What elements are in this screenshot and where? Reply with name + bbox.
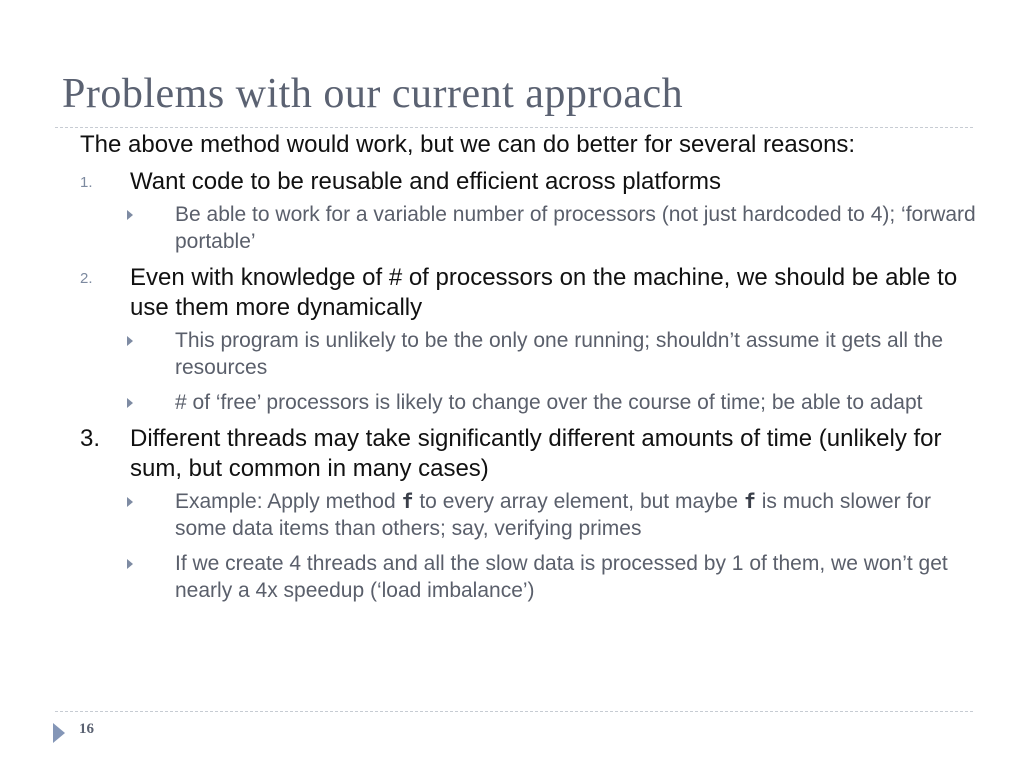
bullet-triangle-icon [127,336,133,346]
list-item-3-text: Different threads may take significantly different amounts of time (unlikely for sum, but common in many cases) [130,425,942,482]
bullet-triangle-icon [127,497,133,507]
bullet-triangle-icon [127,398,133,408]
sub-bullet-1-1 [80,201,980,255]
slide-body [80,130,980,612]
bullet-triangle-icon [127,210,133,220]
bullet-triangle-icon [127,559,133,569]
sub-bullet-text-suffix: is much slower for some data items than others; say, verifying primes [175,490,931,540]
list-item-3 [80,424,980,484]
sub-bullet-2-1 [80,327,980,381]
list-number-3: 3. [80,425,101,452]
title-divider [55,127,973,128]
sub-bullet-text: Be able to work for a variable number of processors (not just hardcoded to 4); ‘forward portable’ [175,203,976,253]
sub-bullet-text: If we create 4 threads and all the slow data is processed by 1 of them, we won’t get nearly a 4x speedup (‘load imbalance’) [175,552,948,602]
intro-text: The above method would work, but we can do better for several reasons: [80,131,856,158]
list-item-2 [80,263,980,323]
list-number-1: 1. [80,174,93,191]
sub-bullet-3-2 [80,550,980,604]
sub-bullet-text-prefix: Example: Apply method [175,490,402,513]
page-number: 16 [79,721,94,737]
code-method-f: f [743,489,756,513]
code-method-f: f [401,489,414,513]
list-item-1 [80,167,980,197]
list-item-1-text: Want code to be reusable and efficient across platforms [130,168,721,195]
slide-title: Problems with our current approach [62,71,684,117]
sub-bullet-3-1 [80,488,980,542]
list-number-2: 2. [80,270,93,287]
sub-bullet-2-2 [80,389,980,416]
list-item-2-text: Even with knowledge of # of processors on the machine, we should be able to use them more dynamically [130,264,958,321]
sub-bullet-text-middle: to every array element, but maybe [413,490,744,513]
sub-bullet-text: This program is unlikely to be the only one running; shouldn’t assume it gets all the resources [175,329,944,379]
sub-bullet-text: # of ‘free’ processors is likely to change over the course of time; be able to adapt [175,391,923,414]
footer-divider [55,711,973,712]
footer-arrow-icon [53,723,65,743]
